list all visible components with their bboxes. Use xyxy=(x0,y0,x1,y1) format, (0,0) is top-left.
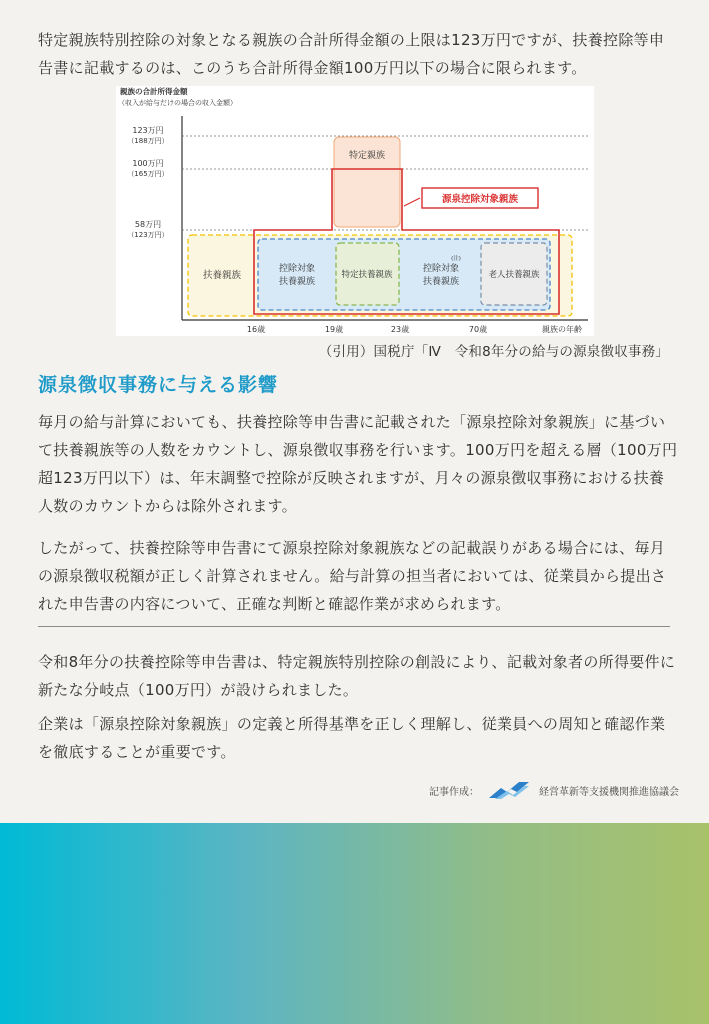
level-label-sub: （165万円） xyxy=(127,170,169,178)
age-tick: 70歳 xyxy=(468,325,488,334)
summary-paragraph: 企業は「源泉控除対象親族」の定義と所得基準を正しく理解し、従業員への周知と確認作業を徹底することが重要です。 xyxy=(38,715,666,761)
level-label-sub: （123万円） xyxy=(127,231,169,239)
intro-paragraph: 特定親族特別控除の対象となる親族の合計所得金額の上限は123万円ですが、扶養控除等申告書に記載するのは、このうち合計所得金額100万円以下の場合に限られます。 xyxy=(38,31,665,77)
level-label-sub: （188万円） xyxy=(127,137,169,145)
roujin-label: 老人扶養親族 xyxy=(488,270,540,280)
footer-gradient-band xyxy=(0,823,709,1024)
koujo-label-2a: 控除対象 xyxy=(422,264,460,274)
koujo-label-2b: 扶養親族 xyxy=(422,277,460,287)
koujo-label-1b: 扶養親族 xyxy=(278,277,316,287)
diagram-svg xyxy=(116,86,594,336)
figure-citation: （引用）国税庁「Ⅳ 令和8年分の給与の源泉徴収事務」 xyxy=(318,344,669,360)
body-paragraph: したがって、扶養控除等申告書にて源泉控除対象親族などの記載誤りがある場合には、毎月の源泉徴収税額が正しく計算されません。給与計算の担当者においては、従業員から提出された申告書の内容について、正確な判断と確認作業が求められます。 xyxy=(38,539,667,613)
gensen-pointer xyxy=(404,198,420,206)
koujo-label-1a: 控除対象 xyxy=(278,264,316,274)
summary-paragraph: 令和8年分の扶養控除等申告書は、特定親族特別控除の創設により、記載対象者の所得要件に新たな分岐点（100万円）が設けられました。 xyxy=(38,653,676,699)
fuyou-label: 扶養親族 xyxy=(202,270,242,281)
age-tick: 23歳 xyxy=(390,325,410,334)
organization-logo-icon xyxy=(487,780,531,800)
gensen-label: 源泉控除対象親族 xyxy=(441,194,519,205)
section-heading: 源泉徴収事務に与える影響 xyxy=(38,374,279,396)
age-tick: 16歳 xyxy=(246,325,266,334)
level-label-main: 58万円 xyxy=(134,220,162,229)
credit-organization: 経営革新等支援機関推進協議会 xyxy=(539,786,679,798)
age-tick: 19歳 xyxy=(324,325,344,334)
article-credit xyxy=(429,779,679,801)
x-axis-title: 親族の年齢 xyxy=(542,325,582,334)
koujo-note-mark: (注) xyxy=(451,256,461,262)
y-axis-subtitle: （収入が給与だけの場合の収入金額） xyxy=(118,99,237,107)
section-divider xyxy=(38,626,670,627)
y-axis-title: 親族の合計所得金額 xyxy=(120,87,188,96)
dependents-diagram xyxy=(116,86,594,336)
tokutei-fuyou-label: 特定扶養親族 xyxy=(341,270,393,280)
tokutei-label: 特定親族 xyxy=(348,151,386,161)
credit-label: 記事作成： xyxy=(429,786,479,798)
level-label-main: 100万円 xyxy=(132,159,164,168)
body-paragraph: 毎月の給与計算においても、扶養控除等申告書に記載された「源泉控除対象親族」に基づいて扶養親族等の人数をカウントし、源泉徴収事務を行います。100万円を超える層（100万円超123万円以下）は、年末調整で控除が反映されますが、月々の源泉徴収事務における扶養人数のカウントからは除外されます。 xyxy=(38,413,678,515)
level-label-main: 123万円 xyxy=(132,126,164,135)
